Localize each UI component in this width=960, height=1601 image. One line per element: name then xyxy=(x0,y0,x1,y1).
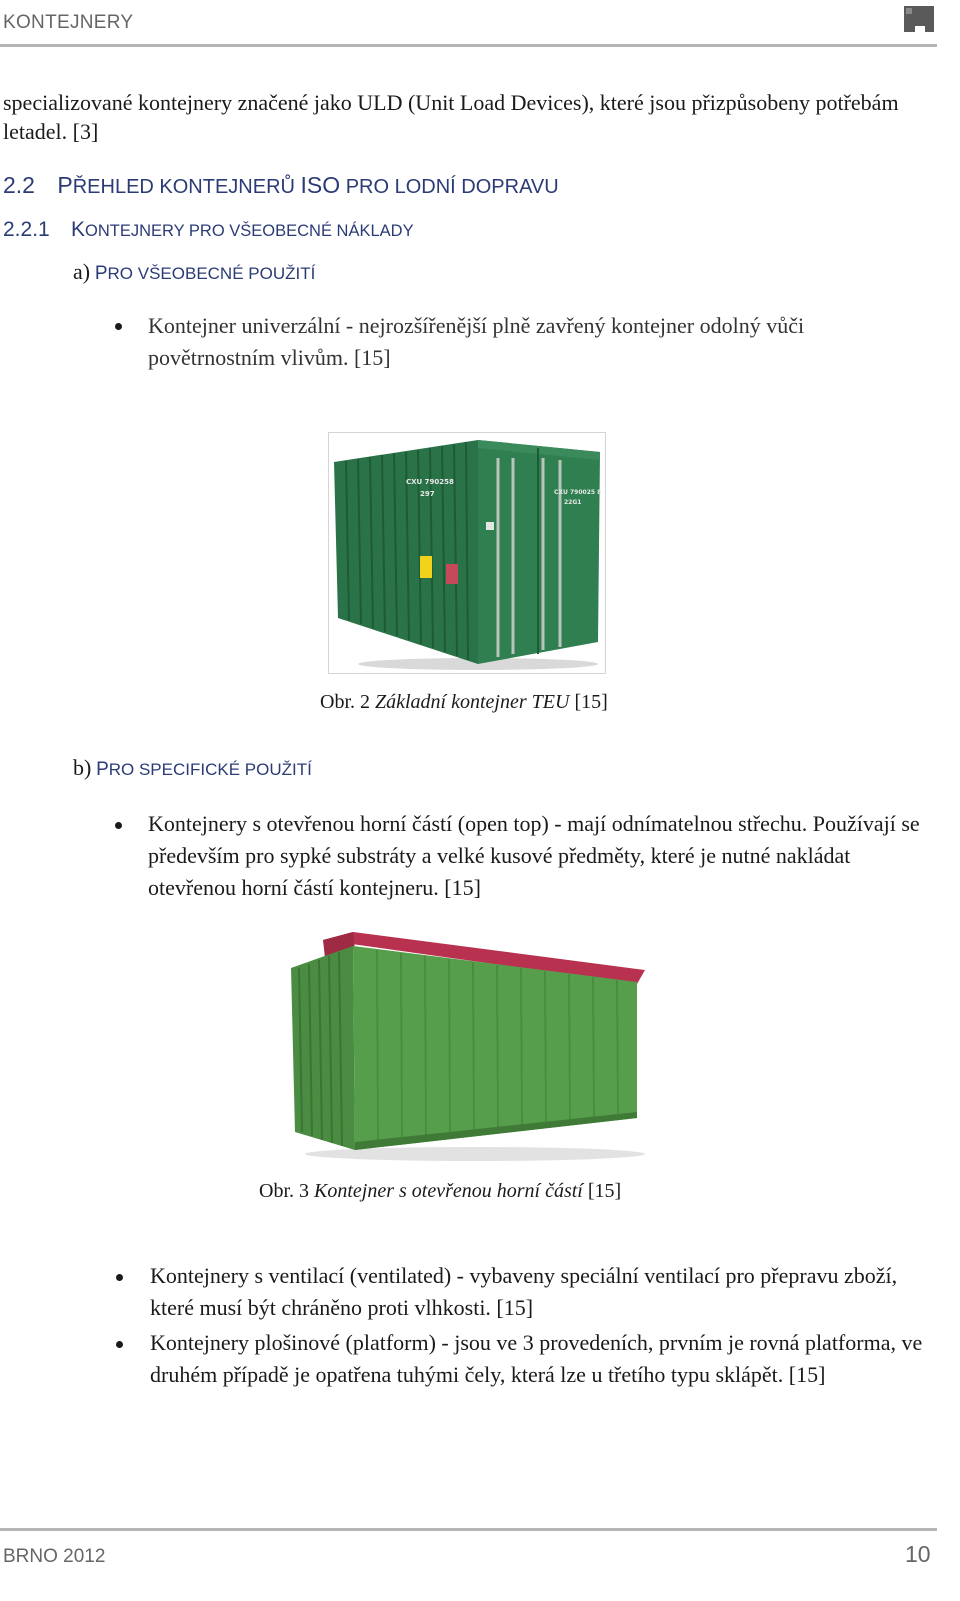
bullet-icon xyxy=(116,1274,123,1281)
subsection-title-rest: ONTEJNERY PRO VŠEOBECNÉ NÁKLADY xyxy=(85,222,414,240)
figure-2-ref: [15] xyxy=(582,1180,622,1202)
figure-2-number: 3 xyxy=(294,1180,314,1202)
part-b-letter: b) xyxy=(73,755,92,780)
platform-bullet-text: Kontejnery plošinové (platform) - jsou ve 3 provedeních, prvním je rovná platforma, ve druhém případě je opatřena tuhými čely, která lze u třetího typu sklápět. [15] xyxy=(150,1330,923,1387)
figure-2-label: Obr. xyxy=(259,1180,294,1202)
section-heading xyxy=(3,172,559,199)
figure-teu-container-image xyxy=(328,432,606,674)
ventilated-bullet-text: Kontejnery s ventilací (ventilated) - vybaveny speciální ventilací pro přepravu zboží, které musí být chráněno proti vlhkosti. [15] xyxy=(150,1263,898,1320)
part-a-title-rest: RO VŠEOBECNÉ POUŽITÍ xyxy=(107,264,316,283)
bullet-icon xyxy=(116,1341,123,1348)
bullet-icon xyxy=(115,323,122,330)
container-code-suffix-text: 297 xyxy=(420,490,435,498)
part-b-heading xyxy=(73,755,312,781)
section-title-tail: PRO LODNÍ DOPRAVU xyxy=(340,176,559,198)
figure-2-caption xyxy=(259,1180,621,1203)
section-title-iso: ISO xyxy=(300,172,341,198)
section-number: 2.2 xyxy=(3,172,35,198)
figure-1-caption xyxy=(320,691,608,714)
part-b-bullet-text: Kontejnery s otevřenou horní částí (open top) - mají odnímatelnou střechu. Používají se především pro sypké substráty a velké kusové předměty, které je nutné nakládat otevřenou horní částí kontejneru. [15] xyxy=(148,811,920,900)
part-b-title-initial: P xyxy=(96,759,109,780)
door-code-text: CXU 790025 8 xyxy=(554,489,602,496)
part-b-title-rest: RO SPECIFICKÉ POUŽITÍ xyxy=(108,760,312,779)
figure-1-number: 2 xyxy=(355,691,375,713)
door-code-suffix-text: 22G1 xyxy=(564,499,582,506)
figure-1-title: Základní kontejner TEU xyxy=(375,691,570,713)
running-header-title: KONTEJNERY xyxy=(3,12,134,33)
part-a-heading xyxy=(73,259,315,285)
figure-2-title: Kontejner s otevřenou horní částí xyxy=(314,1180,583,1202)
part-a-bullet-text: Kontejner univerzální - nejrozšířenější plně zavřený kontejner odolný vůči povětrnostním vlivům. [15] xyxy=(148,313,805,370)
section-title-rest: ŘEHLED KONTEJNERŮ xyxy=(72,176,301,198)
header-rule xyxy=(0,44,937,47)
page-number: 10 xyxy=(905,1541,931,1567)
part-a-title-initial: P xyxy=(94,263,108,284)
bullet-icon xyxy=(115,822,122,829)
figure-1-label: Obr. xyxy=(320,691,355,713)
footer-rule xyxy=(0,1528,937,1531)
container-code-text: CXU 790258 xyxy=(406,478,454,486)
figure-1-ref: [15] xyxy=(569,691,608,713)
section-title-initial: P xyxy=(57,172,73,198)
subsection-title-initial: K xyxy=(71,218,86,241)
intro-paragraph: specializované kontejnery značené jako ULD (Unit Load Devices), které jsou přizpůsobeny potřebám letadel. [3] xyxy=(3,90,899,144)
university-logo-icon xyxy=(903,4,935,34)
subsection-heading xyxy=(3,218,414,242)
figure-open-top-container-image xyxy=(285,928,647,1164)
part-a-letter: a) xyxy=(73,259,91,284)
subsection-number: 2.2.1 xyxy=(3,218,50,241)
footer-place-year: BRNO 2012 xyxy=(3,1546,106,1567)
